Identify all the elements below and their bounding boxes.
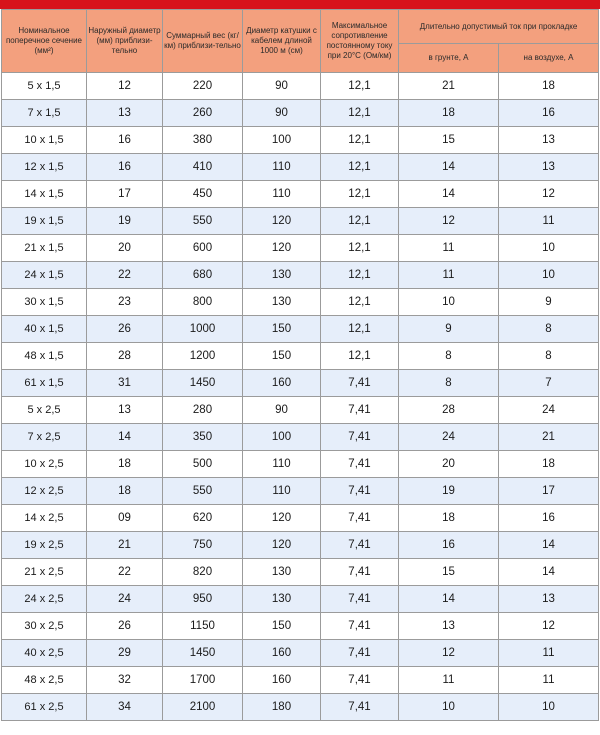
cell-resistance: 12,1: [321, 181, 399, 208]
cell-outer-diameter: 31: [87, 370, 163, 397]
cell-outer-diameter: 26: [87, 316, 163, 343]
cell-weight: 1200: [163, 343, 243, 370]
cell-weight: 820: [163, 559, 243, 586]
cell-weight: 1150: [163, 613, 243, 640]
cell-section: 12 x 2,5: [2, 478, 87, 505]
cell-outer-diameter: 32: [87, 667, 163, 694]
cell-reel-diameter: 150: [243, 316, 321, 343]
cell-current-ground: 11: [399, 235, 499, 262]
table-row: [2, 262, 599, 289]
table-row: [2, 559, 599, 586]
cell-reel-diameter: 150: [243, 343, 321, 370]
table-row: [2, 370, 599, 397]
cell-section: 21 x 1,5: [2, 235, 87, 262]
cell-current-ground: 18: [399, 505, 499, 532]
header-section: Номинальное поперечное сечение (мм²): [2, 10, 87, 73]
cell-section: 5 x 2,5: [2, 397, 87, 424]
cell-reel-diameter: 150: [243, 613, 321, 640]
header-reel-diameter: Диаметр катушки с кабелем длиной 1000 м (см): [243, 10, 321, 73]
table-header: [2, 10, 599, 73]
cell-reel-diameter: 110: [243, 478, 321, 505]
cell-section: 24 x 2,5: [2, 586, 87, 613]
cell-current-air: 17: [499, 478, 599, 505]
cell-current-air: 9: [499, 289, 599, 316]
cell-reel-diameter: 130: [243, 262, 321, 289]
cell-weight: 620: [163, 505, 243, 532]
cell-outer-diameter: 09: [87, 505, 163, 532]
cell-outer-diameter: 29: [87, 640, 163, 667]
cell-current-air: 11: [499, 640, 599, 667]
cell-section: 24 x 1,5: [2, 262, 87, 289]
cell-section: 10 x 2,5: [2, 451, 87, 478]
cell-reel-diameter: 130: [243, 586, 321, 613]
cell-resistance: 7,41: [321, 640, 399, 667]
cell-resistance: 7,41: [321, 424, 399, 451]
cell-weight: 600: [163, 235, 243, 262]
cell-current-ground: 24: [399, 424, 499, 451]
cell-resistance: 12,1: [321, 100, 399, 127]
cell-weight: 1450: [163, 640, 243, 667]
cell-current-ground: 12: [399, 208, 499, 235]
table-row: [2, 316, 599, 343]
cell-section: 7 x 2,5: [2, 424, 87, 451]
cell-section: 19 x 2,5: [2, 532, 87, 559]
cell-reel-diameter: 160: [243, 667, 321, 694]
cell-resistance: 12,1: [321, 316, 399, 343]
cell-reel-diameter: 90: [243, 397, 321, 424]
cell-resistance: 12,1: [321, 289, 399, 316]
cell-outer-diameter: 34: [87, 694, 163, 721]
cell-resistance: 12,1: [321, 73, 399, 100]
cell-current-ground: 12: [399, 640, 499, 667]
cell-reel-diameter: 160: [243, 370, 321, 397]
cell-outer-diameter: 18: [87, 478, 163, 505]
cell-outer-diameter: 16: [87, 127, 163, 154]
cell-resistance: 12,1: [321, 235, 399, 262]
table-body: [2, 73, 599, 721]
cell-current-air: 13: [499, 127, 599, 154]
cell-resistance: 7,41: [321, 397, 399, 424]
header-weight: Суммарный вес (кг/км) приблизи-тельно: [163, 10, 243, 73]
header-current-air: на воздухе, А: [499, 44, 599, 73]
cell-current-ground: 14: [399, 154, 499, 181]
cell-resistance: 7,41: [321, 505, 399, 532]
cell-section: 21 x 2,5: [2, 559, 87, 586]
cell-weight: 550: [163, 208, 243, 235]
cell-weight: 280: [163, 397, 243, 424]
cell-outer-diameter: 13: [87, 397, 163, 424]
table-row: [2, 613, 599, 640]
table-row: [2, 154, 599, 181]
header-resistance: Максимальное сопротивление постоянному току при 20°С (Ом/км): [321, 10, 399, 73]
table-row: [2, 586, 599, 613]
cell-section: 14 x 1,5: [2, 181, 87, 208]
cell-current-air: 11: [499, 667, 599, 694]
cell-current-ground: 14: [399, 586, 499, 613]
cell-outer-diameter: 21: [87, 532, 163, 559]
cell-current-air: 16: [499, 505, 599, 532]
cell-current-air: 11: [499, 208, 599, 235]
cell-section: 19 x 1,5: [2, 208, 87, 235]
cell-current-ground: 19: [399, 478, 499, 505]
cell-weight: 500: [163, 451, 243, 478]
table-row: [2, 505, 599, 532]
cell-reel-diameter: 90: [243, 100, 321, 127]
cell-resistance: 7,41: [321, 478, 399, 505]
header-current-ground: в грунте, А: [399, 44, 499, 73]
cell-current-ground: 14: [399, 181, 499, 208]
table-row: [2, 667, 599, 694]
cell-current-ground: 8: [399, 343, 499, 370]
cell-current-ground: 11: [399, 667, 499, 694]
cell-current-air: 8: [499, 316, 599, 343]
cell-current-air: 7: [499, 370, 599, 397]
cell-resistance: 7,41: [321, 370, 399, 397]
cell-current-air: 21: [499, 424, 599, 451]
cell-current-ground: 18: [399, 100, 499, 127]
cell-current-air: 14: [499, 559, 599, 586]
table-row: [2, 478, 599, 505]
table-row: [2, 343, 599, 370]
cell-current-ground: 11: [399, 262, 499, 289]
cell-current-air: 16: [499, 100, 599, 127]
cell-current-ground: 16: [399, 532, 499, 559]
cell-weight: 260: [163, 100, 243, 127]
cell-current-air: 10: [499, 235, 599, 262]
cell-reel-diameter: 120: [243, 208, 321, 235]
cell-current-air: 12: [499, 613, 599, 640]
cell-outer-diameter: 23: [87, 289, 163, 316]
cell-section: 48 x 1,5: [2, 343, 87, 370]
cell-current-air: 10: [499, 262, 599, 289]
cell-weight: 750: [163, 532, 243, 559]
table-row: [2, 181, 599, 208]
cell-reel-diameter: 110: [243, 154, 321, 181]
cell-current-air: 10: [499, 694, 599, 721]
cell-current-ground: 15: [399, 127, 499, 154]
cell-section: 61 x 2,5: [2, 694, 87, 721]
cell-outer-diameter: 13: [87, 100, 163, 127]
cell-weight: 550: [163, 478, 243, 505]
cell-resistance: 7,41: [321, 586, 399, 613]
cell-reel-diameter: 110: [243, 451, 321, 478]
table-row: [2, 100, 599, 127]
cell-outer-diameter: 14: [87, 424, 163, 451]
cell-resistance: 7,41: [321, 694, 399, 721]
cell-outer-diameter: 28: [87, 343, 163, 370]
cell-section: 30 x 2,5: [2, 613, 87, 640]
cell-outer-diameter: 22: [87, 559, 163, 586]
cell-current-air: 8: [499, 343, 599, 370]
cell-resistance: 12,1: [321, 154, 399, 181]
table-row: [2, 289, 599, 316]
cell-current-air: 18: [499, 73, 599, 100]
table-row: [2, 532, 599, 559]
cell-outer-diameter: 26: [87, 613, 163, 640]
table-row: [2, 640, 599, 667]
cell-section: 7 x 1,5: [2, 100, 87, 127]
cell-current-air: 12: [499, 181, 599, 208]
header-outer-diameter: Наружный диаметр (мм) приблизи-тельно: [87, 10, 163, 73]
cell-weight: 410: [163, 154, 243, 181]
cell-reel-diameter: 160: [243, 640, 321, 667]
cell-resistance: 12,1: [321, 208, 399, 235]
cell-weight: 450: [163, 181, 243, 208]
cell-current-ground: 28: [399, 397, 499, 424]
cell-resistance: 12,1: [321, 127, 399, 154]
cell-weight: 1450: [163, 370, 243, 397]
cell-outer-diameter: 17: [87, 181, 163, 208]
cell-current-ground: 10: [399, 694, 499, 721]
top-accent-bar: [0, 0, 600, 9]
cell-weight: 380: [163, 127, 243, 154]
cell-reel-diameter: 110: [243, 181, 321, 208]
cell-section: 12 x 1,5: [2, 154, 87, 181]
table-row: [2, 127, 599, 154]
cell-current-ground: 9: [399, 316, 499, 343]
cell-reel-diameter: 90: [243, 73, 321, 100]
cell-reel-diameter: 130: [243, 289, 321, 316]
cell-reel-diameter: 120: [243, 532, 321, 559]
cell-section: 40 x 1,5: [2, 316, 87, 343]
cell-weight: 220: [163, 73, 243, 100]
cell-section: 40 x 2,5: [2, 640, 87, 667]
cell-outer-diameter: 16: [87, 154, 163, 181]
cell-reel-diameter: 100: [243, 424, 321, 451]
cell-section: 30 x 1,5: [2, 289, 87, 316]
header-current-group: Длительно допустимый ток при прокладке: [399, 10, 599, 44]
cell-outer-diameter: 24: [87, 586, 163, 613]
table-row: [2, 424, 599, 451]
cell-resistance: 12,1: [321, 262, 399, 289]
cell-current-ground: 13: [399, 613, 499, 640]
table-wrapper: [0, 9, 600, 721]
cell-current-air: 14: [499, 532, 599, 559]
table-row: [2, 694, 599, 721]
cell-reel-diameter: 180: [243, 694, 321, 721]
cell-resistance: 7,41: [321, 451, 399, 478]
cell-outer-diameter: 20: [87, 235, 163, 262]
cell-reel-diameter: 120: [243, 235, 321, 262]
cell-section: 48 x 2,5: [2, 667, 87, 694]
cell-current-air: 18: [499, 451, 599, 478]
cable-spec-table: [1, 9, 599, 721]
cell-section: 61 x 1,5: [2, 370, 87, 397]
cell-current-ground: 8: [399, 370, 499, 397]
cell-weight: 350: [163, 424, 243, 451]
cell-weight: 1000: [163, 316, 243, 343]
cell-current-ground: 15: [399, 559, 499, 586]
cell-resistance: 7,41: [321, 613, 399, 640]
table-row: [2, 73, 599, 100]
cell-resistance: 12,1: [321, 343, 399, 370]
cell-reel-diameter: 100: [243, 127, 321, 154]
cell-weight: 2100: [163, 694, 243, 721]
cell-resistance: 7,41: [321, 532, 399, 559]
table-row: [2, 235, 599, 262]
cell-current-ground: 21: [399, 73, 499, 100]
table-row: [2, 451, 599, 478]
table-row: [2, 208, 599, 235]
cell-outer-diameter: 22: [87, 262, 163, 289]
cell-reel-diameter: 120: [243, 505, 321, 532]
cell-outer-diameter: 12: [87, 73, 163, 100]
cell-weight: 950: [163, 586, 243, 613]
cell-current-air: 13: [499, 586, 599, 613]
cell-current-ground: 20: [399, 451, 499, 478]
cell-weight: 680: [163, 262, 243, 289]
cell-weight: 1700: [163, 667, 243, 694]
cell-current-air: 13: [499, 154, 599, 181]
cell-weight: 800: [163, 289, 243, 316]
cell-reel-diameter: 130: [243, 559, 321, 586]
table-row: [2, 397, 599, 424]
cell-section: 10 x 1,5: [2, 127, 87, 154]
cell-outer-diameter: 19: [87, 208, 163, 235]
cell-outer-diameter: 18: [87, 451, 163, 478]
cell-current-ground: 10: [399, 289, 499, 316]
cell-resistance: 7,41: [321, 559, 399, 586]
cell-resistance: 7,41: [321, 667, 399, 694]
cell-section: 14 x 2,5: [2, 505, 87, 532]
cell-section: 5 x 1,5: [2, 73, 87, 100]
cell-current-air: 24: [499, 397, 599, 424]
